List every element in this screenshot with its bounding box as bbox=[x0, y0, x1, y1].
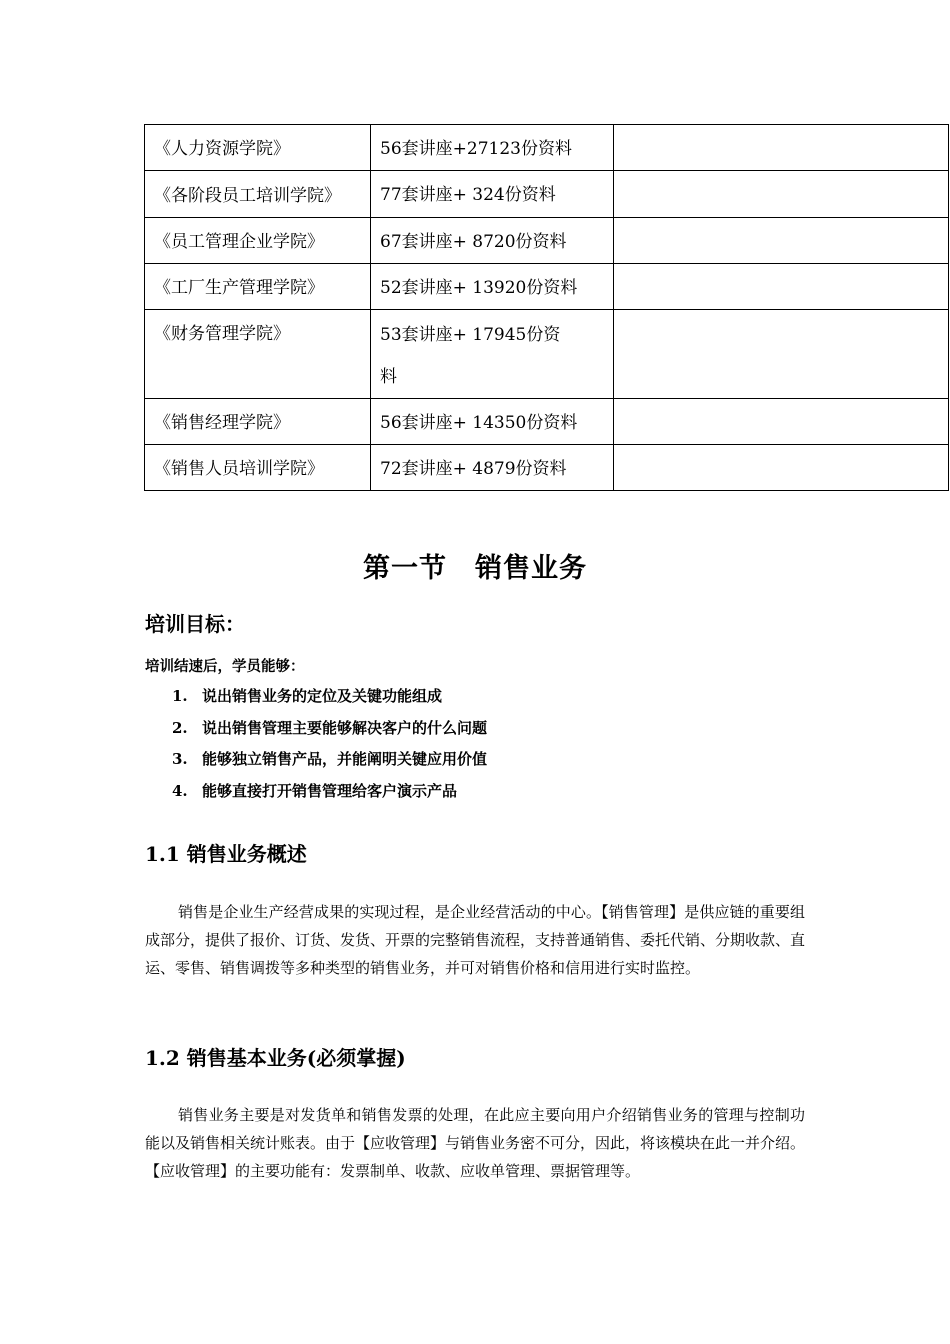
section-1-2-heading: 1.2 销售基本业务(必须掌握) bbox=[145, 1046, 406, 1070]
table-cell-name: 《财务管理学院》 bbox=[145, 310, 371, 399]
table-row bbox=[145, 264, 949, 310]
table-cell-name: 《销售人员培训学院》 bbox=[145, 445, 371, 491]
table-cell-info: 56套讲座+ 14350份资料 bbox=[371, 399, 614, 445]
table-cell-info: 67套讲座+ 8720份资料 bbox=[371, 218, 614, 264]
table-row bbox=[145, 310, 949, 399]
training-goals-heading: 培训目标： bbox=[145, 612, 245, 636]
table-cell-extra bbox=[614, 125, 949, 171]
section-1-1-paragraph: 销售是企业生产经营成果的实现过程，是企业经营活动的中心。【销售管理】是供应链的重要组成部分，提供了报价、订货、发货、开票的完整销售流程，支持普通销售、委托代销、分期收款、直运、零售、销售调拨等多种类型的销售业务，并可对销售价格和信用进行实时监控。 bbox=[145, 903, 806, 977]
table-cell-name: 《各阶段员工培训学院》 bbox=[145, 171, 371, 218]
training-goals-list bbox=[172, 686, 487, 812]
training-intro: 培训结速后，学员能够： bbox=[145, 658, 305, 675]
table-row bbox=[145, 218, 949, 264]
table-cell-extra bbox=[614, 445, 949, 491]
table-cell-info: 72套讲座+ 4879份资料 bbox=[371, 445, 614, 491]
table-cell-name: 《员工管理企业学院》 bbox=[145, 218, 371, 264]
section-1-2-paragraph: 销售业务主要是对发货单和销售发票的处理，在此应主要向用户介绍销售业务的管理与控制功能以及销售相关统计账表。由于【应收管理】与销售业务密不可分，因此，将该模块在此一并介绍。【应收管理】的主要功能有：发票制单、收款、应收单管理、票据管理等。 bbox=[145, 1106, 806, 1180]
section-1-1-heading: 1.1 销售业务概述 bbox=[145, 842, 307, 866]
table-cell-name: 《人力资源学院》 bbox=[145, 125, 371, 171]
table-row bbox=[145, 445, 949, 491]
table-cell-extra bbox=[614, 399, 949, 445]
section-title: 第一节 销售业务 bbox=[363, 553, 587, 584]
table-row bbox=[145, 125, 949, 171]
table-cell-name: 《销售经理学院》 bbox=[145, 399, 371, 445]
table-cell-info: 52套讲座+ 13920份资料 bbox=[371, 264, 614, 310]
table-row bbox=[145, 399, 949, 445]
table-cell-extra bbox=[614, 171, 949, 218]
list-item: 4. 能够直接打开销售管理给客户演示产品 bbox=[172, 781, 458, 800]
table-cell-extra bbox=[614, 310, 949, 399]
table-cell-info: 77套讲座+ 324份资料 bbox=[371, 171, 614, 218]
table-cell-info: 56套讲座+27123份资料 bbox=[371, 125, 614, 171]
list-item: 2. 说出销售管理主要能够解决客户的什么问题 bbox=[172, 718, 488, 737]
table-cell-info: 53套讲座+ 17945份资料 bbox=[371, 310, 614, 399]
list-item: 1. 说出销售业务的定位及关键功能组成 bbox=[172, 687, 443, 705]
resource-table bbox=[144, 124, 949, 491]
list-item: 3. 能够独立销售产品，并能阐明关键应用价值 bbox=[172, 750, 488, 768]
table-cell-name: 《工厂生产管理学院》 bbox=[145, 264, 371, 310]
table-cell-extra bbox=[614, 264, 949, 310]
table-cell-extra bbox=[614, 218, 949, 264]
table-row bbox=[145, 171, 949, 218]
